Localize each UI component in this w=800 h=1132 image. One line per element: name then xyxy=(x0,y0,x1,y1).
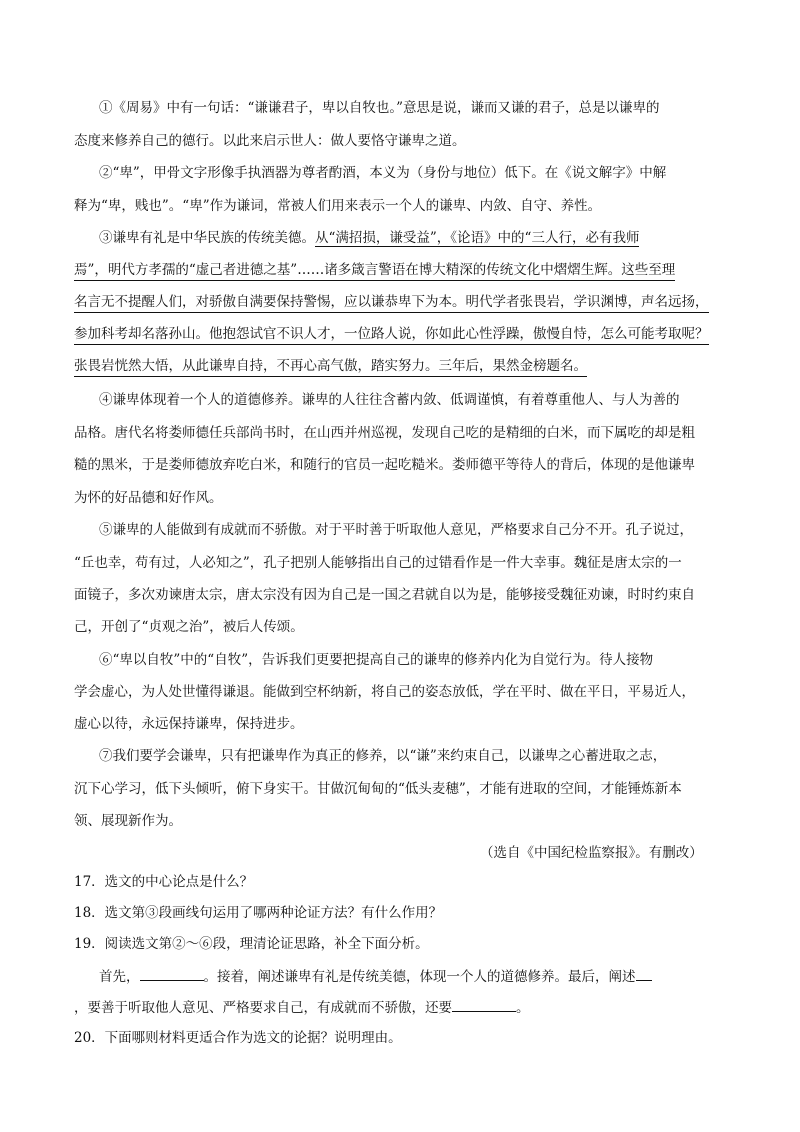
paragraph-7-line-3: 领、展现新作为。 xyxy=(74,813,182,829)
source-attribution: （选自《中国纪检监察报》。有删改） xyxy=(480,845,703,861)
paragraph-4-line-2: 品格。唐代名将娄师德任兵部尚书时，在山西并州巡视，发现自己吃的是精细的白米，而下属吃的却是粗 xyxy=(74,425,695,441)
paragraph-3-intro: ③谦卑有礼是中华民族的传统美德。 xyxy=(99,230,315,246)
question-19-analysis-line-1 xyxy=(99,966,652,987)
paragraph-2-line-2: 释为“卑，贱也”。“卑”作为谦词，常被人们用来表示一个人的谦卑、内敛、自守、养性。 xyxy=(74,198,602,214)
paragraph-3-line-1 xyxy=(99,228,639,248)
answer-blank-2[interactable] xyxy=(636,966,652,981)
paragraph-3-line-5: 张畏岩恍然大悟，从此谦卑自持，不再心高气傲，踏实努力。三年后，果然金榜题名。 xyxy=(74,356,587,377)
paragraph-1-line-1: ①《周易》中有一句话：“谦谦君子，卑以自牧也。”意思是说，谦而又谦的君子，总是以谦卑的 xyxy=(99,100,660,116)
paragraph-2-line-1: ②“卑”，甲骨文字形像手执酒器为尊者酌酒，本义为（身份与地位）低下。在《说文解字》中解 xyxy=(99,165,667,181)
paragraph-3-line-4: 参加科考却名落孙山。他抱怨试官不识人才，一位路人说，你如此心性浮躁，傲慢自恃，怎么可能考取呢？ xyxy=(74,324,709,345)
question-19: 19．阅读选文第②～⑥段，理清论证思路，补全下面分析。 xyxy=(74,936,429,952)
paragraph-3-line-3: 名言无不提醒人们，对骄傲自满要保持警惕，应以谦恭卑下为本。明代学者张畏岩，学识渊博，声名远扬， xyxy=(74,292,709,313)
question-20: 20．下面哪则材料更适合作为选文的论据？说明理由。 xyxy=(74,1030,402,1046)
paragraph-1-line-2: 态度来修养自己的德行。以此来启示世人：做人要恪守谦卑之道。 xyxy=(74,133,466,149)
paragraph-6-line-3: 虚心以待，永远保持谦卑，保持进步。 xyxy=(74,716,304,732)
paragraph-5-line-2: “丘也幸，苟有过，人必知之”，孔子把别人能够指出自己的过错看作是一件大幸事。魏征是唐太宗的一 xyxy=(74,555,682,571)
paragraph-6-line-2: 学会虚心，为人处世懂得谦退。能做到空杯纳新，将自己的姿态放低，学在平时、做在平日，平易近人， xyxy=(74,684,695,700)
paragraph-3-line-2: 焉”，明代方孝孺的“虚己者进德之基”……诸多箴言警语在博大精深的传统文化中熠熠生辉。这些至理 xyxy=(74,260,675,281)
paragraph-7-line-1: ⑦我们要学会谦卑，只有把谦卑作为真正的修养，以“谦”来约束自己，以谦卑之心蓄进取之志， xyxy=(99,748,667,764)
question-18: 18．选文第③段画线句运用了哪两种论证方法？有什么作用？ xyxy=(74,905,443,921)
q19-first-label: 首先， xyxy=(99,969,140,985)
q19-end-text: 。 xyxy=(516,1000,530,1016)
q19-middle-text: 。接着，阐述谦卑有礼是传统美德，体现一个人的道德修养。最后，阐述 xyxy=(203,969,636,985)
paragraph-4-line-4: 为怀的好品德和好作风。 xyxy=(74,490,223,506)
paragraph-6-line-1: ⑥“卑以自牧”中的“自牧”，告诉我们更要把提高自己的谦卑的修养内化为自觉行为。待人接物 xyxy=(99,652,654,668)
paragraph-7-line-2: 沉下心学习，低下头倾听，俯下身实干。甘做沉甸甸的“低头麦穗”，才能有进取的空间，才能锤炼新本 xyxy=(74,781,682,797)
paragraph-4-line-3: 糙的黑米，于是娄师德放弃吃白米，和随行的官员一起吃糙米。娄师德平等待人的背后，体现的是他谦卑 xyxy=(74,457,695,473)
underlined-sentence: 从“满招损，谦受益”，《论语》中的“三人行，必有我师 xyxy=(315,230,640,246)
answer-blank-1[interactable] xyxy=(140,966,204,981)
paragraph-4-line-1: ④谦卑体现着一个人的道德修养。谦卑的人往往含蓄内敛、低调谨慎，有着尊重他人、与人为善的 xyxy=(99,392,680,408)
question-17: 17．选文的中心论点是什么？ xyxy=(74,874,254,890)
question-19-analysis-line-2 xyxy=(74,997,530,1018)
paragraph-5-line-1: ⑤谦卑的人能做到有成就而不骄傲。对于平时善于听取他人意见，严格要求自己分不开。孔子说过， xyxy=(99,522,693,538)
answer-blank-3[interactable] xyxy=(452,997,516,1012)
q19-continuation-text: ，要善于听取他人意见、严格要求自己，有成就而不骄傲，还要 xyxy=(74,1000,452,1016)
paragraph-5-line-4: 己，开创了“贞观之治”，被后人传颂。 xyxy=(74,619,304,635)
paragraph-5-line-3: 面镜子，多次劝谏唐太宗，唐太宗没有因为自己是一国之君就自以为是，能够接受魏征劝谏，时时约束自 xyxy=(74,587,695,603)
